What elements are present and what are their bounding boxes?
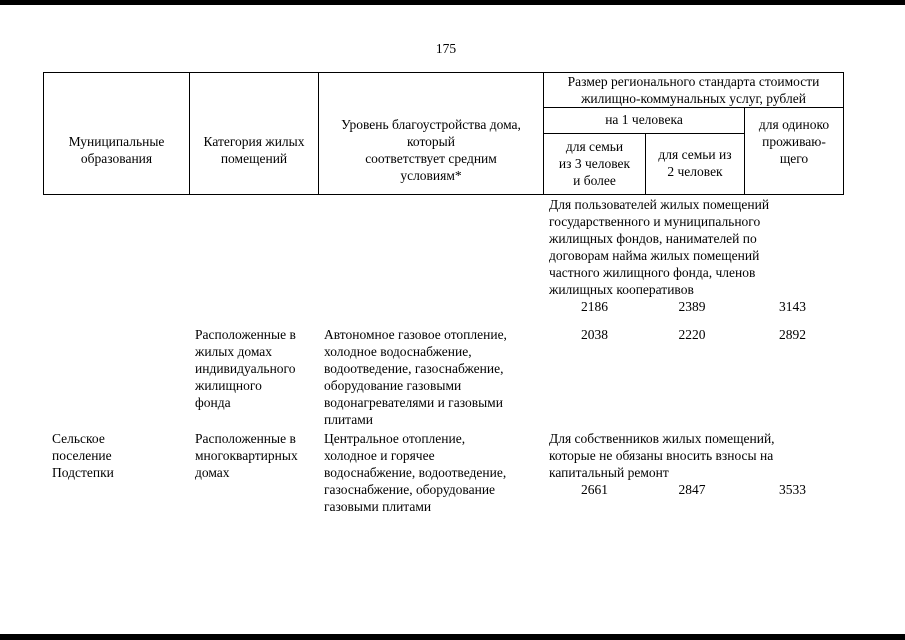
individual-value-family2: 2220 xyxy=(678,327,706,342)
header-vline-right xyxy=(843,72,844,195)
individual-category: Расположенные в жилых домах индивидуального жилищного фонда xyxy=(195,327,296,410)
header-mid-line xyxy=(543,107,844,108)
individual-level: Автономное газовое отопление, холодное водоснабжение, водоотведение, газоснабжение, оборудование газовыми водонагревателями и газовыми плитами xyxy=(324,327,507,427)
header-per-person: на 1 человека xyxy=(605,112,683,127)
header-sub-line xyxy=(543,133,744,134)
header-standard: Размер регионального стандарта стоимости жилищно-коммунальных услуг, рублей xyxy=(567,74,820,106)
header-family2: для семьи из 2 человек xyxy=(658,147,732,179)
owners-section-text: Для собственников жилых помещений, которые не обязаны вносить взносы на капитальный ремонт xyxy=(549,431,775,480)
header-category: Категория жилых помещений xyxy=(203,134,305,166)
users-section-text: Для пользователей жилых помещений государственного и муниципального жилищных фондов, нанимателей по договорам найма жилых помещений частного жилищного фонда, членов жилищных кооперативов xyxy=(549,197,770,297)
header-bottom-line xyxy=(43,194,844,195)
apartment-value-single: 3533 xyxy=(779,482,806,497)
bottom-border xyxy=(0,634,905,640)
header-level: Уровень благоустройства дома, который соответствует средним условиям* xyxy=(341,117,521,183)
individual-value-family3: 2038 xyxy=(581,327,608,342)
users-value-single: 3143 xyxy=(779,299,806,314)
apartment-level: Центральное отопление, холодное и горячее водоснабжение, водоотведение, газоснабжение, оборудование газовыми плитами xyxy=(324,431,507,514)
apartment-value-family2: 2847 xyxy=(678,482,706,497)
top-border xyxy=(0,0,905,5)
page-number: 175 xyxy=(435,41,457,56)
header-family3: для семьи из 3 человек и более xyxy=(558,139,631,188)
users-value-family3: 2186 xyxy=(581,299,608,314)
header-single: для одиноко проживаю- щего xyxy=(758,117,830,166)
users-value-family2: 2389 xyxy=(678,299,706,314)
apartment-category: Расположенные в многоквартирных домах xyxy=(195,431,298,480)
header-municipality: Муниципальные образования xyxy=(68,134,165,166)
individual-value-single: 2892 xyxy=(779,327,806,342)
apartment-value-family3: 2661 xyxy=(581,482,608,497)
apartment-municipality: Сельское поселение Подстепки xyxy=(52,431,114,480)
